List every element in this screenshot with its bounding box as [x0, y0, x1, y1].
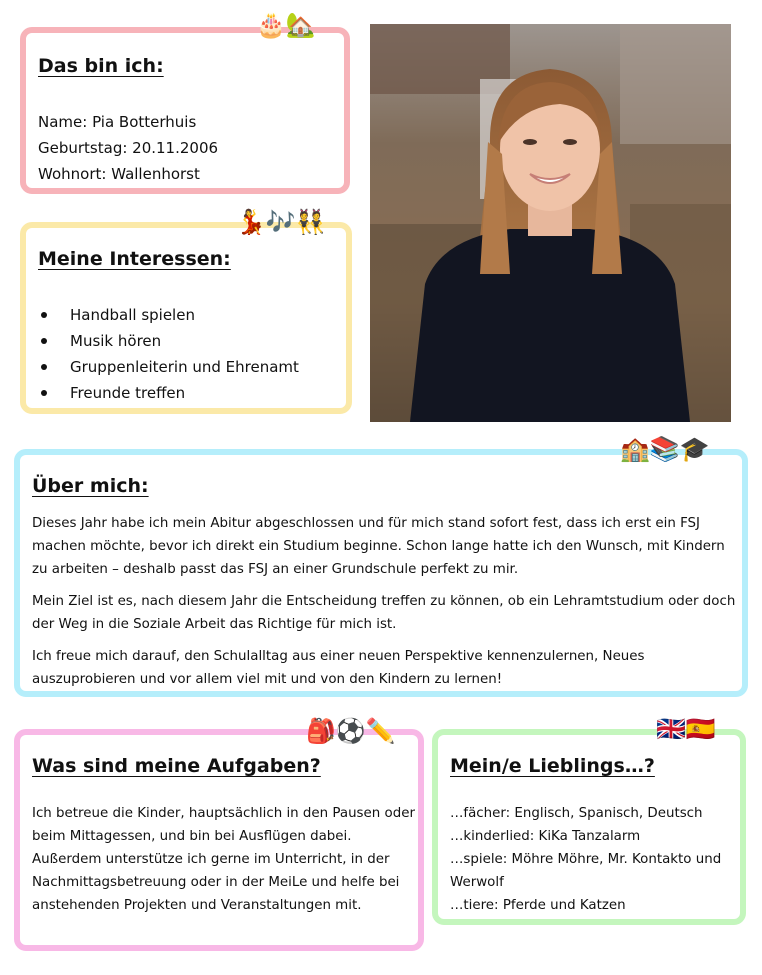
birthday-line: Geburtstag: 20.11.2006 [38, 139, 219, 157]
favorite-games: …spiele: Möhre Möhre, Mr. Kontakto und Werwolf [450, 852, 722, 890]
about-icons [620, 437, 710, 461]
list-item: Musik hören [38, 328, 299, 354]
favorites-card [432, 729, 746, 925]
about-card [14, 449, 748, 697]
portrait-illustration [370, 24, 731, 422]
interests-card [20, 222, 352, 414]
books-icon: 📚 [649, 435, 680, 463]
hometown-line: Wohnort: Wallenhorst [38, 165, 200, 183]
interests-title: Meine Interessen: [38, 248, 231, 270]
list-item: Freunde treffen [38, 380, 299, 406]
house-icon: 🏡 [285, 11, 316, 39]
favorite-children-song: …kinderlied: KiKa Tanzalarm [450, 829, 641, 844]
tasks-icons [306, 719, 396, 743]
favorite-subjects: …fächer: Englisch, Spanisch, Deutsch [450, 806, 703, 821]
soccer-ball-icon: ⚽ [335, 717, 366, 745]
uk-flag-icon: 🇬🇧 [656, 715, 686, 743]
name-line: Name: Pia Botterhuis [38, 113, 197, 131]
portrait-photo [370, 24, 731, 422]
about-me-details [38, 109, 218, 187]
about-title: Über mich: [32, 475, 149, 497]
graduation-cap-icon: 🎓 [679, 435, 710, 463]
tasks-card [14, 729, 424, 951]
school-icon: 🏫 [620, 435, 650, 463]
about-me-icons [256, 13, 316, 37]
spain-flag-icon: 🇪🇸 [685, 715, 716, 743]
interests-icons [236, 210, 326, 234]
backpack-icon: 🎒 [306, 717, 336, 745]
dancing-people-icon: 👯 [295, 208, 326, 236]
about-paragraph-1: Dieses Jahr habe ich mein Abitur abgeschlossen und für mich stand sofort fest, dass ich erst ein FSJ machen möchte, bevor ich direkt ein Studium beginne. Schon lange hatte ich den Wunsch, mit Kindern zu arbeiten – deshalb passt das FSJ an einer Grundschule perfekt zu mir. [32, 516, 725, 577]
birthday-cake-icon: 🎂 [256, 11, 286, 39]
tasks-text: Ich betreue die Kinder, hauptsächlich in den Pausen oder beim Mittagessen, und bin bei Ausflügen dabei. Außerdem unterstütze ich gerne im Unterricht, in der Nachmittagsbetreuung oder in der MeiLe und helfe bei anstehenden Projekten und Veranstaltungen mit. [32, 806, 415, 913]
favorites-list [450, 802, 740, 917]
about-me-title: Das bin ich: [38, 55, 164, 77]
pencil-icon: ✏️ [365, 717, 396, 745]
favorites-icons [656, 717, 716, 741]
about-me-card [20, 27, 350, 194]
tasks-title: Was sind meine Aufgaben? [32, 755, 321, 777]
about-paragraph-3: Ich freue mich darauf, den Schulalltag aus einer neuen Perspektive kennenzulernen, Neues auszuprobieren und vor allem viel mit und von den Kindern zu lernen! [32, 649, 645, 687]
interests-list [38, 302, 299, 406]
dancer-icon: 💃 [236, 208, 266, 236]
list-item: Gruppenleiterin und Ehrenamt [38, 354, 299, 380]
favorites-title: Mein/e Lieblings…? [450, 755, 655, 777]
about-paragraph-2: Mein Ziel ist es, nach diesem Jahr die Entscheidung treffen zu können, ob ein Lehramtstudium oder doch der Weg in die Soziale Arbeit das Richtige für mich ist. [32, 594, 736, 632]
favorite-animals: …tiere: Pferde und Katzen [450, 898, 626, 913]
music-notes-icon: 🎶 [265, 208, 296, 236]
list-item: Handball spielen [38, 302, 299, 328]
about-text [32, 512, 736, 700]
